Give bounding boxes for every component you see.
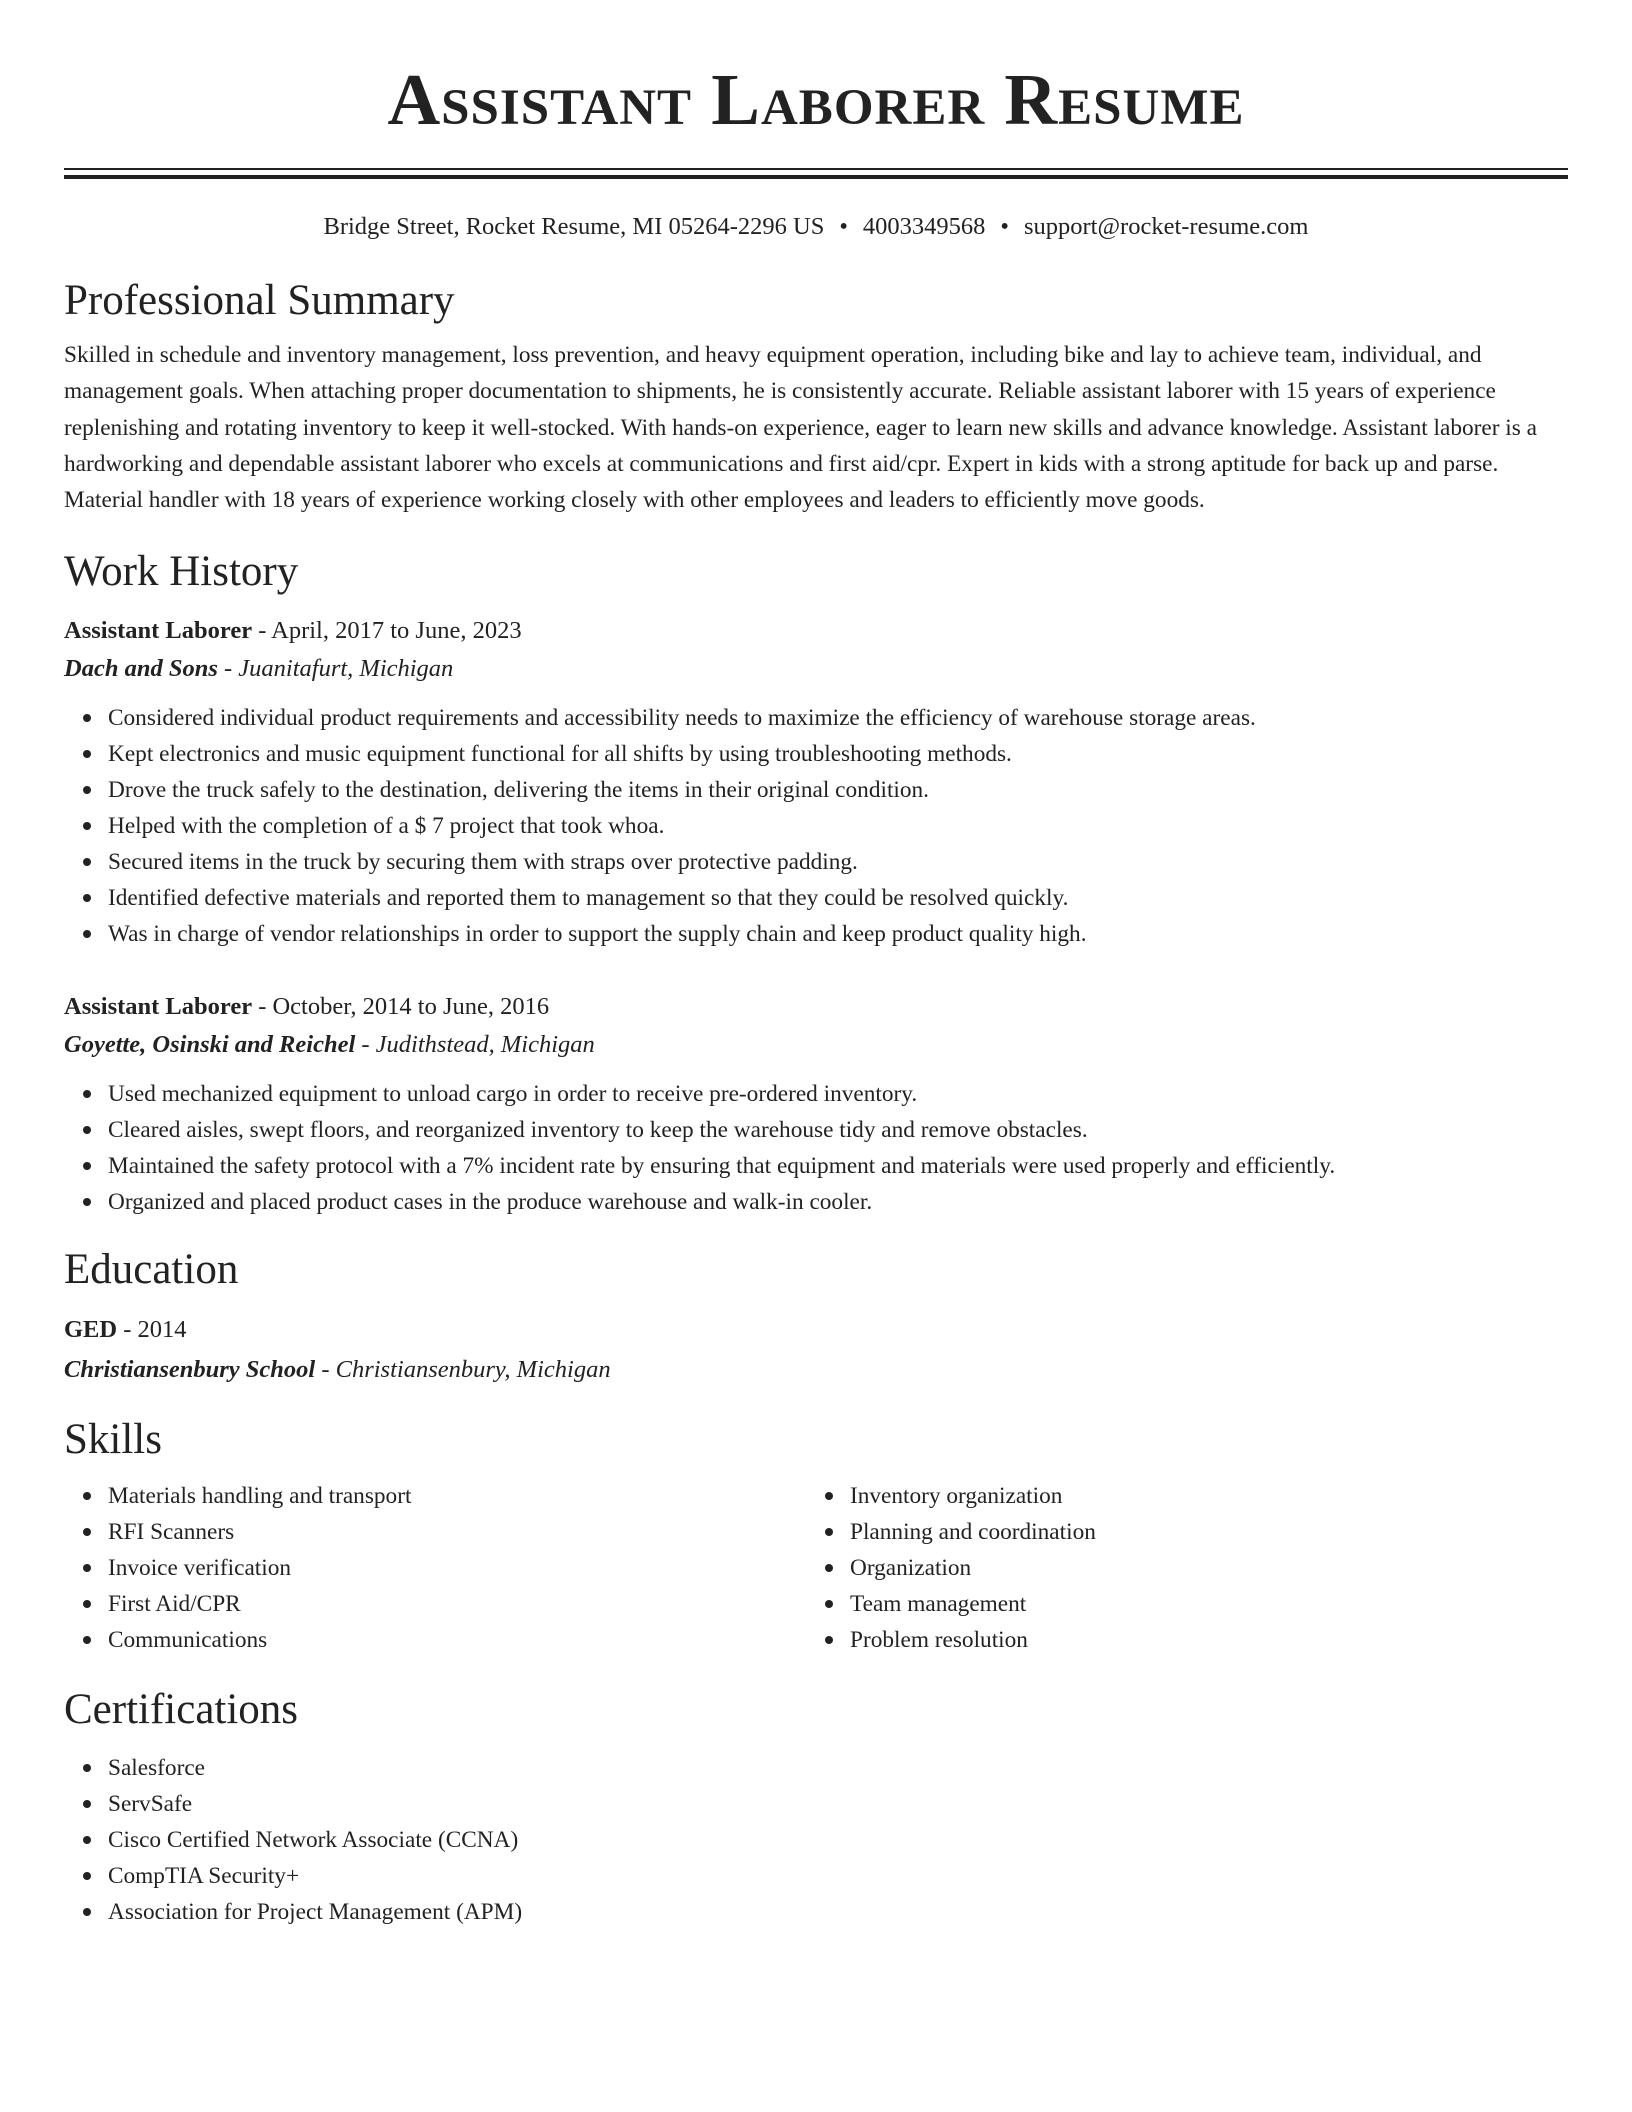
- skills-heading: Skills: [64, 1416, 162, 1464]
- skill-item: Problem resolution: [850, 1622, 1548, 1658]
- job-duties-list: [64, 1076, 1568, 1220]
- job-title: Assistant Laborer: [64, 617, 253, 645]
- skill-item: Inventory organization: [850, 1478, 1548, 1514]
- certifications-block: [64, 1750, 1568, 1930]
- education-heading: Education: [64, 1246, 239, 1294]
- job-duties-list: [64, 700, 1568, 952]
- list-item: Helped with the completion of a $ 7 project that took whoa.: [108, 808, 1568, 844]
- education-school-line: [64, 1350, 1568, 1390]
- job-title-line: [64, 612, 1568, 650]
- job-company: Goyette, Osinski and Reichel: [64, 1031, 356, 1059]
- job-company: Dach and Sons: [64, 655, 218, 683]
- education-degree: GED: [64, 1316, 118, 1344]
- skill-item: RFI Scanners: [108, 1514, 806, 1550]
- skill-item: Organization: [850, 1550, 1548, 1586]
- job-company-line: [64, 1026, 1568, 1064]
- skills-list-right: [806, 1478, 1548, 1658]
- job-company-line: [64, 650, 1568, 688]
- certification-item: ServSafe: [108, 1786, 1568, 1822]
- list-item: Kept electronics and music equipment functional for all shifts by using troubleshooting methods.: [108, 736, 1568, 772]
- certification-item: CompTIA Security+: [108, 1858, 1568, 1894]
- summary-text: Skilled in schedule and inventory management, loss prevention, and heavy equipment operation, including bike and lay to achieve team, individual, and management goals. When attaching proper documentation to shipments, he is consistently accurate. Reliable assistant laborer with 15 years of experience replenishing and rotating inventory to keep it well-stocked. With hands-on experience, eager to learn new skills and advance knowledge. Assistant laborer is a hardworking and dependable assistant laborer who excels at communications and first aid/cpr. Expert in kids with a strong aptitude for back up and parse. Material handler with 18 years of experience working closely with other employees and leaders to efficiently move goods.: [64, 342, 1538, 514]
- skill-item: Materials handling and transport: [108, 1478, 806, 1514]
- contact-phone: 4003349568: [862, 213, 986, 240]
- contact-separator: •: [1000, 213, 1009, 240]
- skill-item: First Aid/CPR: [108, 1586, 806, 1622]
- title-divider-thin: [64, 168, 1568, 170]
- education-degree-line: [64, 1310, 1568, 1350]
- skills-list-left: [64, 1478, 806, 1658]
- certifications-list: [64, 1750, 1568, 1930]
- list-item: Organized and placed product cases in the produce warehouse and walk-in cooler.: [108, 1184, 1568, 1220]
- job-entry: [64, 988, 1568, 1220]
- job-title: Assistant Laborer: [64, 993, 253, 1021]
- summary-heading: Professional Summary: [64, 277, 455, 324]
- list-item: Identified defective materials and reported them to management so that they could be resolved quickly.: [108, 880, 1568, 916]
- list-item: Was in charge of vendor relationships in order to support the supply chain and keep product quality high.: [108, 916, 1568, 952]
- skill-item: Team management: [850, 1586, 1548, 1622]
- certification-item: Salesforce: [108, 1750, 1568, 1786]
- resume-title: Assistant Laborer Resume: [387, 59, 1245, 140]
- contact-separator: •: [839, 213, 848, 240]
- skill-item: Planning and coordination: [850, 1514, 1548, 1550]
- title-divider-thick: [64, 175, 1568, 179]
- list-item: Cleared aisles, swept floors, and reorganized inventory to keep the warehouse tidy and remove obstacles.: [108, 1112, 1568, 1148]
- skill-item: Communications: [108, 1622, 806, 1658]
- education-year: - 2014: [117, 1316, 187, 1344]
- list-item: Used mechanized equipment to unload cargo in order to receive pre-ordered inventory.: [108, 1076, 1568, 1112]
- education-location: - Christiansenbury, Michigan: [315, 1356, 611, 1384]
- education-entry: [64, 1310, 1568, 1390]
- job-dates: - April, 2017 to June, 2023: [252, 617, 522, 645]
- skill-item: Invoice verification: [108, 1550, 806, 1586]
- skills-grid: [64, 1478, 1568, 1658]
- certifications-heading: Certifications: [64, 1686, 299, 1734]
- contact-email: support@rocket-resume.com: [1023, 213, 1309, 240]
- certification-item: Association for Project Management (APM): [108, 1894, 1568, 1930]
- list-item: Considered individual product requirements and accessibility needs to maximize the efficiency of warehouse storage areas.: [108, 700, 1568, 736]
- list-item: Secured items in the truck by securing them with straps over protective padding.: [108, 844, 1568, 880]
- list-item: Maintained the safety protocol with a 7% incident rate by ensuring that equipment and materials were used properly and efficiently.: [108, 1148, 1568, 1184]
- list-item: Drove the truck safely to the destination, delivering the items in their original condition.: [108, 772, 1568, 808]
- job-location: - Judithstead, Michigan: [355, 1031, 595, 1059]
- work-history-heading: Work History: [64, 548, 299, 596]
- certification-item: Cisco Certified Network Associate (CCNA): [108, 1822, 1568, 1858]
- job-title-line: [64, 988, 1568, 1026]
- contact-address: Bridge Street, Rocket Resume, MI 05264-2296 US: [323, 213, 825, 240]
- job-location: - Juanitafurt, Michigan: [217, 655, 454, 683]
- contact-line: [64, 211, 1568, 243]
- job-dates: - October, 2014 to June, 2016: [252, 993, 550, 1021]
- education-school: Christiansenbury School: [64, 1356, 316, 1384]
- job-entry: [64, 612, 1568, 952]
